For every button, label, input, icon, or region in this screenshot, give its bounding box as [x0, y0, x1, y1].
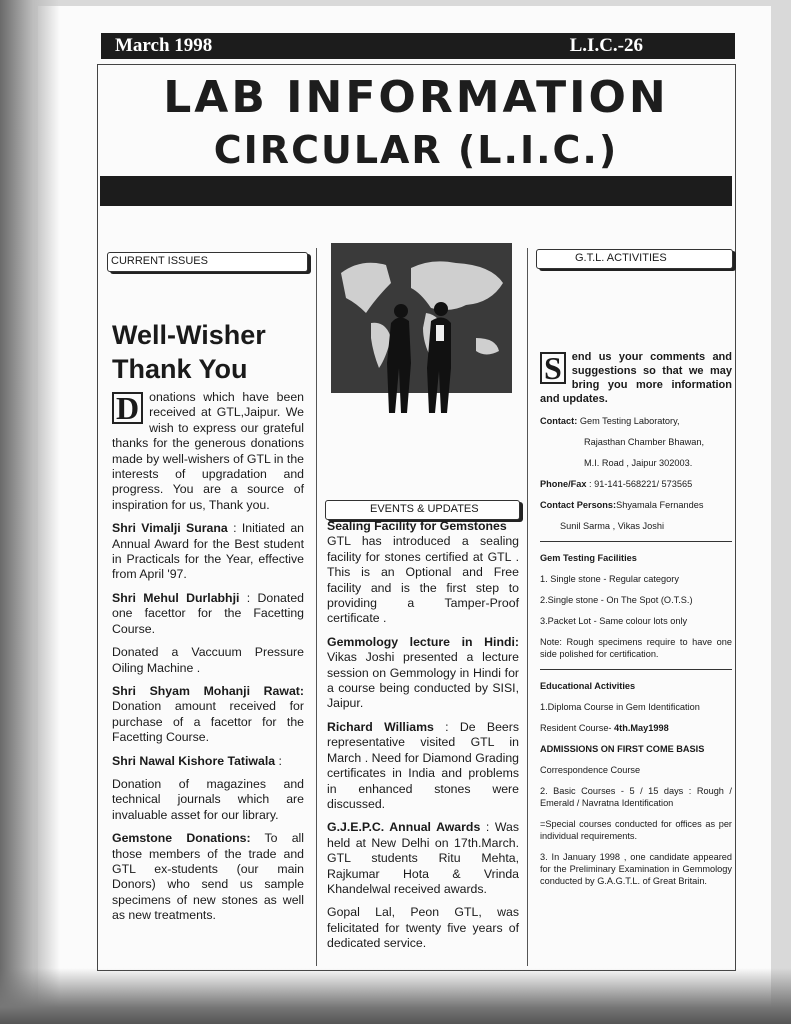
donor-name: Gemstone Donations:	[112, 831, 251, 846]
dropcap-s: S	[540, 352, 566, 384]
admissions-note: ADMISSIONS ON FIRST COME BASIS	[540, 744, 705, 754]
tab-current-issues	[107, 252, 308, 272]
gtl-activities-column	[540, 350, 732, 896]
divider	[540, 669, 732, 670]
contact-line: Gem Testing Laboratory,	[577, 416, 680, 426]
intro-text: onations which have been received at GTL,Jaipur. We wish to express our grateful thanks for the generous donations made by well-wishers of GTL in the interests of upgradation and progress. You are a source of inspiration for us, Thank you.	[112, 390, 304, 512]
donor-name: Shri Shyam Mohanji Rawat:	[112, 683, 304, 698]
dropcap-d: D	[112, 392, 143, 424]
event-heading: G.J.E.P.C. Annual Awards	[327, 820, 481, 835]
top-banner	[101, 33, 735, 59]
course-item: 3. In January 1998 , one candidate appeared for the Preliminary Examination in Gemmology conducted by G.A.G.T.L. of Great Britain.	[540, 852, 732, 886]
persons-value: Shyamala Fernandes	[616, 500, 704, 510]
facility-note: Note: Rough specimens require to have one side polished for certification.	[540, 637, 732, 659]
contact-label: Contact:	[540, 416, 578, 426]
section-title: Educational Activities	[540, 681, 636, 691]
contact-line: Rajasthan Chamber Bhawan,	[584, 437, 705, 447]
issue-date: March 1998	[115, 35, 213, 56]
tab-events-updates	[325, 500, 520, 520]
column-divider-right	[527, 248, 528, 966]
tab-events-label: EVENTS & UPDATES	[370, 503, 479, 515]
scan-shadow-bottom	[0, 968, 791, 1024]
tab-gtl-label: G.T.L. ACTIVITIES	[575, 252, 667, 264]
course-item: Correspondence Course	[540, 765, 641, 775]
phone-value: : 91-141-568221/ 573565	[586, 479, 693, 489]
event-text: Vikas Joshi presented a lecture session on Gemmology in Hindi for a course being conducted by SISI, Jaipur.	[327, 650, 519, 711]
event-text: Gopal Lal, Peon GTL, was felicitated for twenty five years of dedicated service.	[327, 905, 519, 951]
event-text: GTL has introduced a sealing facility for stones certified at GTL . This is an Optional and Free facility and is the first step to providing a Tamper-Proof certificate .	[327, 534, 519, 626]
events-column	[327, 519, 519, 960]
course-item: 1.Diploma Course in Gem Identification	[540, 702, 700, 712]
heading-line-1: Well-Wisher	[112, 320, 266, 350]
donor-name: Shri Nawal Kishore Tatiwala	[112, 753, 276, 768]
contact-line: M.I. Road , Jaipur 302003.	[584, 458, 693, 468]
course-item: =Special courses conducted for offices as per individual requirements.	[540, 819, 732, 841]
event-heading: Sealing Facility for Gemstones	[327, 519, 507, 533]
event-heading: Richard Williams	[327, 719, 434, 734]
event-text: : Was held at New Delhi on 17th.March. GTL students Ritu Mehta, Rajkumar Hota & Vrinda Khandelwal received awards.	[327, 820, 519, 896]
phone-label: Phone/Fax	[540, 479, 587, 489]
donor-text: : Donated one facettor for the Facetting Course.	[112, 590, 304, 636]
divider	[540, 541, 732, 542]
invite-text: end us your comments and suggestions so that we may bring you more information and updates.	[540, 351, 732, 405]
tab-current-label: CURRENT ISSUES	[111, 255, 208, 267]
current-issues-column	[112, 318, 304, 932]
title-line-2: CIRCULAR (L.I.C.)	[213, 128, 619, 172]
column-divider-left	[316, 248, 317, 966]
course-item: 2. Basic Courses - 5 / 15 days : Rough / Emerald / Navratna Identification	[540, 786, 732, 808]
facility-item: 1. Single stone - Regular category	[540, 574, 679, 584]
course-item: Resident Course-	[540, 723, 615, 733]
heading-line-2: Thank You	[112, 354, 248, 384]
event-heading: Gemmology lecture in Hindi:	[327, 634, 519, 649]
donor-name: Shri Vimalji Surana	[112, 521, 228, 536]
tab-gtl-activities	[536, 249, 733, 269]
donor-text: Donation amount received for purchase of a facettor for the Facetting Course.	[112, 699, 304, 745]
persons-value: Sunil Sarma , Vikas Joshi	[560, 521, 665, 531]
issue-code: L.I.C.-26	[569, 35, 643, 56]
donor-text: :	[275, 753, 282, 768]
section-title: Gem Testing Facilities	[540, 553, 637, 563]
event-text: : De Beers representative visited GTL in March . Need for Diamond Grading certificates in India and problems in enhanced stones were discussed.	[327, 719, 519, 811]
course-date: 4th.May1998	[614, 723, 669, 733]
donor-text: To all those members of the trade and GTL ex-students (our main Donors) who send us sample specimens of new stones as well as new treatments.	[112, 831, 304, 923]
title-bar	[100, 176, 732, 206]
facility-item: 2.Single stone - On The Spot (O.T.S.)	[540, 595, 693, 605]
scan-shadow-left	[0, 0, 60, 1024]
donor-name: Shri Mehul Durlabhji	[112, 590, 240, 605]
facility-item: 3.Packet Lot - Same colour lots only	[540, 616, 688, 626]
donor-text: : Initiated an Annual Award for the Best student in Practicals for the Year, effective from April '97.	[112, 521, 304, 582]
title-line-1: LAB INFORMATION	[163, 72, 669, 123]
donor-text: Donation of magazines and technical journals which are invaluable asset for our library.	[112, 776, 304, 822]
persons-label: Contact Persons:	[540, 500, 617, 510]
world-map-photo	[331, 243, 512, 417]
donor-text: Donated a Vaccuum Pressure Oiling Machine .	[112, 645, 304, 675]
